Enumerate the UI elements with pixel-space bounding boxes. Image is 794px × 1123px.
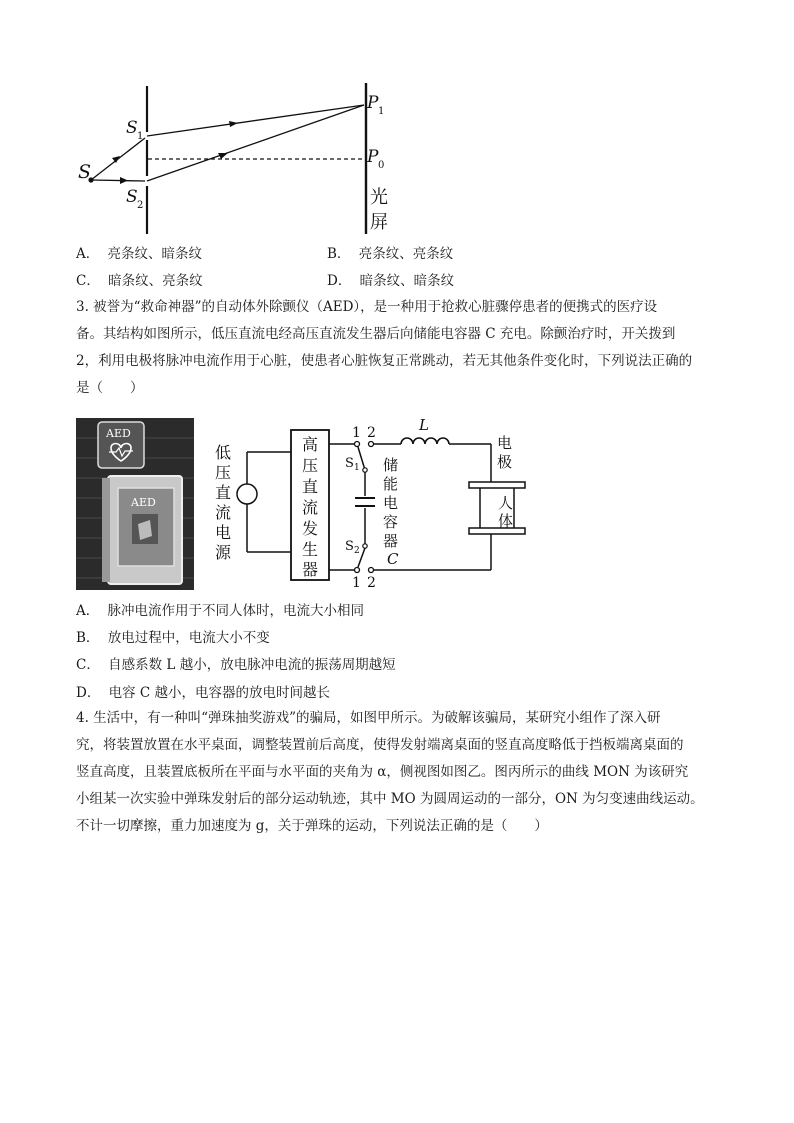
aed-cabinet-label: AED [131,496,156,509]
fig1-label-s2-sub: 2 [137,200,144,211]
fig1-label-screen-1: 光 [370,187,388,208]
aed-sign-label: AED [106,427,131,440]
source-char-2: 压 [215,463,232,482]
fig1-label-s1-sub: 1 [137,131,144,142]
q2-option-c-text: 暗条纹、亮条纹 [108,273,203,289]
q2-option-b-text: 亮条纹、亮条纹 [358,246,454,262]
switch-s2-label: S [345,539,354,554]
q2-option-a-letter: A． [76,246,100,262]
q3-option-b-text: 放电过程中，电流大小不变 [107,630,270,646]
q2-option-b [327,245,453,263]
gen-char-6: 生 [302,540,319,559]
q3-option-c-text: 自感系数 L 越小，放电脉冲电流的振荡周期越短 [108,657,396,673]
circuit-source-label [215,443,232,562]
fig1-label-p1: P [367,93,379,113]
q2-option-b-letter: B． [327,246,351,262]
cap-char-4: 容 [383,513,399,531]
q3-option-c-letter: C． [76,657,100,673]
q2-option-d-letter: D． [327,273,352,289]
q3-option-a-text: 脉冲电流作用于不同人体时，电流大小相同 [107,603,365,619]
aed-circuit-diagram [205,412,535,592]
gen-char-5: 发 [302,519,319,538]
q3-stem [76,294,716,402]
bottom-contact-2: 2 [367,575,376,591]
q3-option-b-letter: B． [76,630,100,646]
q3-stem-line-1: 3. 被誉为“救命神器”的自动体外除颤仪（AED），是一种用于抢救心脏骤停患者的便携式的医疗设 [76,299,658,315]
bottom-contact-1: 1 [352,575,361,591]
q4-stem-line-2: 究，将装置放置在水平桌面，调整装置前后高度，使得发射端离桌面的竖直高度略低于挡板端离桌面的 [76,737,684,753]
cap-char-1: 储 [383,456,399,474]
q2-option-d [327,272,454,290]
source-char-3: 直 [215,483,232,502]
double-slit-diagram [70,78,410,238]
gen-char-7: 器 [302,560,319,579]
fig1-label-s: S [78,161,92,183]
q2-option-a [76,245,202,263]
source-char-5: 电 [215,523,232,542]
top-contact-2: 2 [367,425,376,441]
q3-stem-line-4: 是（ ） [76,380,144,396]
fig1-label-p0: P [367,147,379,167]
circuit-generator-label [302,435,318,579]
switch-s1-sub: 1 [354,463,360,473]
electrode-label-2: 极 [497,453,513,471]
q3-stem-line-2: 备。其结构如图所示，低压直流电经高压直流发生器后向储能电容器 C 充电。除颤治疗时，开关拨到 [76,326,676,342]
fig1-label-s2: S [126,187,138,207]
cap-char-3: 电 [383,494,399,512]
body-label-2: 体 [498,512,514,530]
aed-photo [76,418,194,590]
q4-stem-line-4: 小组某一次实验中弹珠发射后的部分运动轨迹，其中 MO 为圆周运动的一部分，ON 为匀变速曲线运动。 [76,791,704,807]
q3-option-c [76,656,396,674]
q3-option-b [76,629,270,647]
q3-option-d-letter: D． [76,685,101,701]
q4-stem [76,705,716,840]
source-char-6: 源 [215,543,232,562]
gen-char-2: 压 [302,456,319,475]
q2-option-a-text: 亮条纹、暗条纹 [107,246,203,262]
q3-stem-line-3: 2，利用电极将脉冲电流作用于心脏，使患者心脏恢复正常跳动，若无其他条件变化时，下列说法正确的 [76,353,693,369]
fig1-label-p1-sub: 1 [378,106,385,117]
inductor-label: L [419,416,429,434]
q4-stem-line-5: 不计一切摩擦，重力加速度为 g，关于弹珠的运动，下列说法正确的是（ ） [76,818,548,834]
body-label-1: 人 [498,494,514,512]
cap-char-5: 器 [383,532,399,550]
q3-option-d-text: 电容 C 越小，电容器的放电时间越长 [108,685,331,701]
fig1-label-s1: S [126,118,138,138]
fig1-label-p0-sub: 0 [378,160,385,171]
q2-option-c-letter: C． [76,273,100,289]
q3-option-a-letter: A． [76,603,100,619]
source-char-1: 低 [215,443,232,462]
circuit-capacitor-label [383,456,399,568]
electrode-label-1: 电 [497,434,513,452]
q2-option-d-text: 暗条纹、暗条纹 [359,273,455,289]
gen-char-1: 高 [302,435,319,454]
q2-option-c [76,272,203,290]
q4-stem-line-3: 竖直高度，且装置底板所在平面与水平面的夹角为 α，侧视图如图乙。图丙所示的曲线 MON 为该研究 [76,764,689,780]
source-char-4: 流 [215,503,232,522]
gen-char-4: 流 [302,498,319,517]
cap-char-2: 能 [383,475,399,493]
top-contact-1: 1 [352,425,361,441]
q3-option-a [76,602,364,620]
gen-char-3: 直 [302,477,319,496]
q3-option-d [76,684,330,702]
switch-s1-label: S [345,456,354,471]
switch-s2-sub: 2 [354,546,360,556]
cap-symbol: C [387,550,399,568]
q4-stem-line-1: 4. 生活中，有一种叫“弹珠抽奖游戏”的骗局，如图甲所示。为破解该骗局，某研究小组作了深入研 [76,710,661,726]
fig1-label-screen-2: 屏 [370,212,388,233]
